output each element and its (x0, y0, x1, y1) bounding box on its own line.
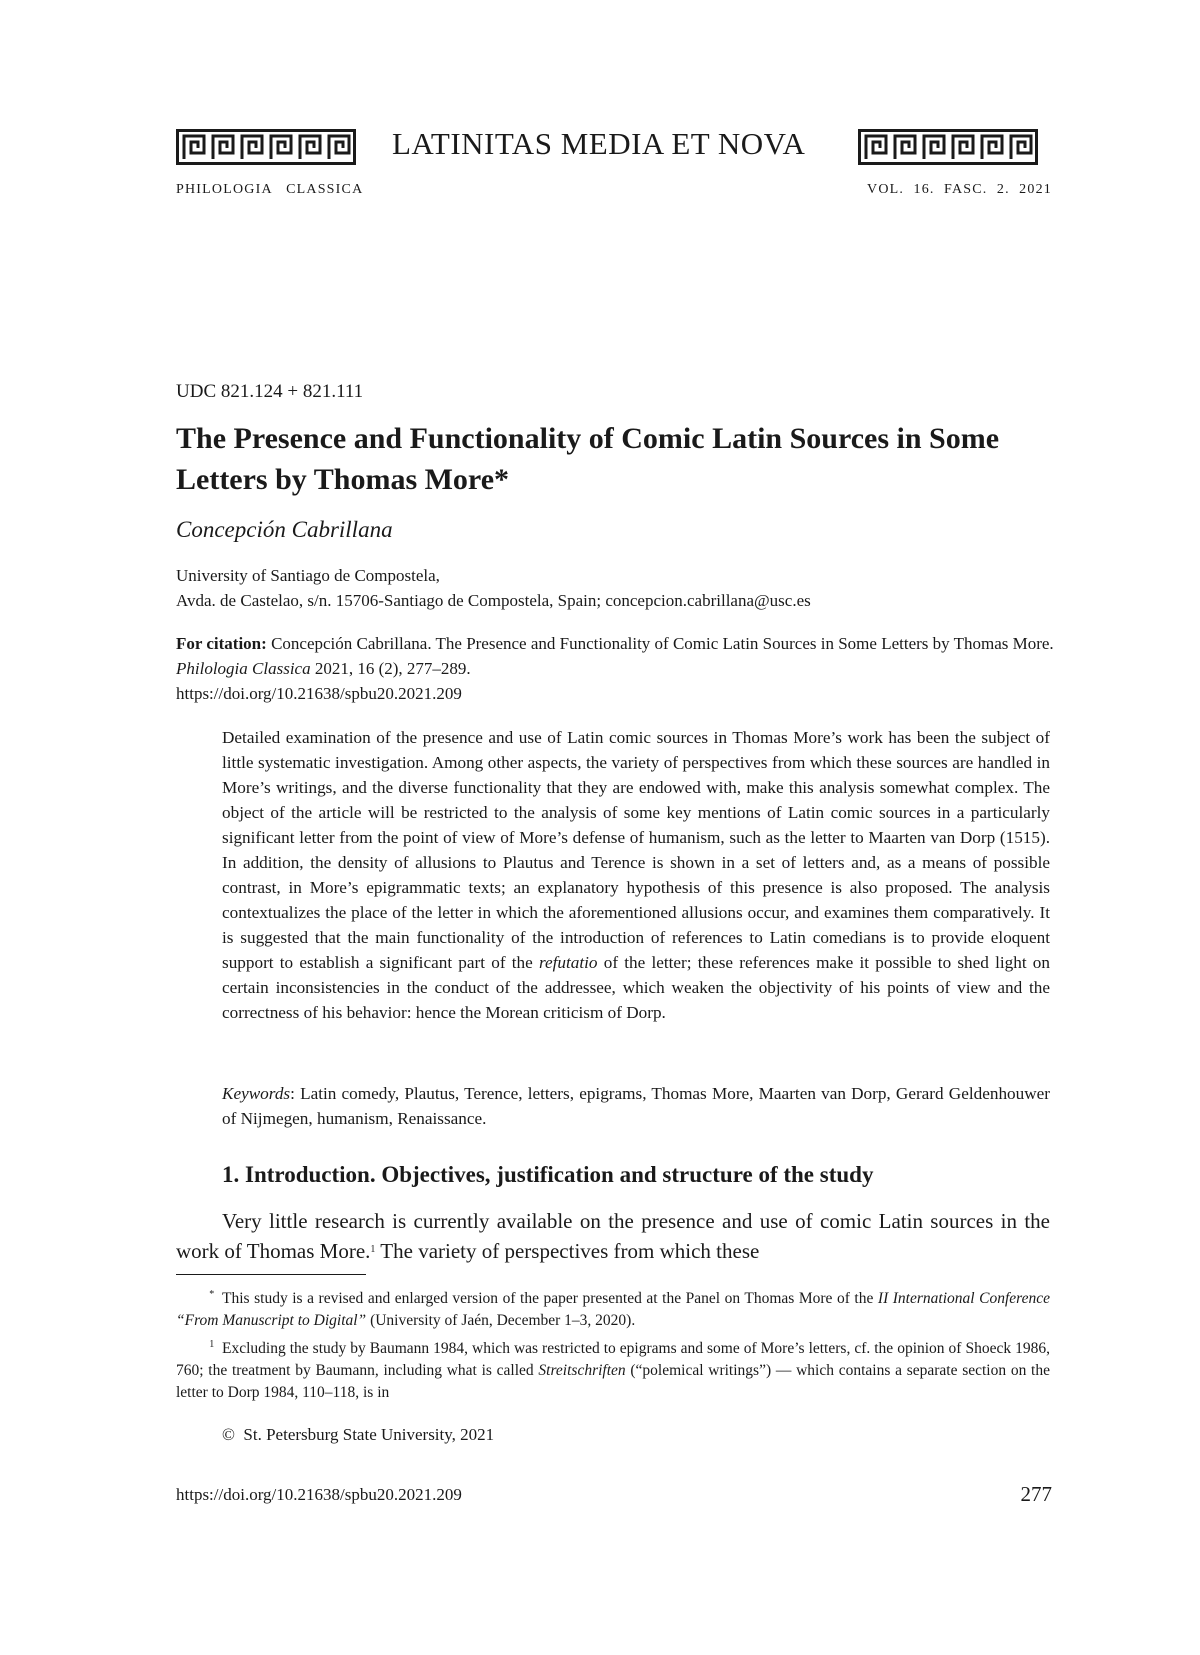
affiliation-address: Avda. de Castelao, s/n. 15706-Santiago de Compostela, Spain; concepcion.cabrillana@usc.es (176, 591, 811, 610)
footer-doi-link[interactable]: https://doi.org/10.21638/spbu20.2021.209 (176, 1485, 462, 1504)
citation-label: For citation: (176, 634, 267, 653)
body-text-end: The variety of perspectives from which these (375, 1239, 760, 1263)
keywords-label: Keywords (222, 1084, 291, 1103)
footnote-marker (176, 1288, 222, 1310)
footnote-text-end: (“polemical writings”) — which contains a separate section on the letter to Dorp 1984, 110–118, is in (176, 1362, 1050, 1401)
footnote-text: This study is a revised and enlarged version of the paper presented at the Panel on Thomas More of the (222, 1290, 878, 1307)
udc-code: UDC 821.124 + 821.111 (176, 381, 364, 402)
citation-block (176, 631, 1056, 706)
body-paragraph (176, 1206, 1050, 1266)
citation-doi-link[interactable]: https://doi.org/10.21638/spbu20.2021.209 (176, 684, 462, 703)
issue-info: VOL. 16. FASC. 2. 2021 (867, 182, 1052, 197)
footnote-text-end: (University of Jaén, December 1–3, 2020). (366, 1312, 636, 1329)
abstract-text: Detailed examination of the presence and use of Latin comic sources in Thomas More’s work has been the subject of little systematic investigation. Among other aspects, the variety of perspectives from which these sources are handled in More’s writings, and the diverse functionality that they are endowed with, make this analysis somewhat complex. The object of the article will be restricted to the analysis of some key mentions of Latin comic sources in a particularly significant letter from the point of view of More’s defense of humanism, such as the letter to Maarten van Dorp (1515). In addition, the density of allusions to Plautus and Terence is shown in a set of letters and, as a means of possible contrast, in More’s epigrammatic texts; an explanatory hypothesis of this presence is also proposed. The analysis contextualizes the place of the letter in which the aforementioned allusions occur, and examines them comparatively. It is suggested that the main functionality of the introduction of references to Latin comedians is to provide eloquent support to establish a significant part of the (222, 728, 1050, 972)
footnote-italic: Streitschriften (538, 1362, 626, 1379)
series-name: PHILOLOGIA CLASSICA (176, 182, 364, 197)
page-number: 277 (1020, 1482, 1052, 1506)
abstract-text-end: of the letter; these references make it possible to shed light on certain inconsistencies in the conduct of the addressee, which weaken the objectivity of his points of view and the correctness of his behavior: hence the Morean criticism of Dorp. (222, 953, 1050, 1022)
footnote-marker (176, 1338, 222, 1360)
footnote-divider (176, 1274, 366, 1275)
citation-text: Concepción Cabrillana. The Presence and Functionality of Comic Latin Sources in Some Letters by Thomas More. (266, 634, 1054, 653)
author-name: Concepción Cabrillana (176, 517, 393, 542)
footnote-star (176, 1288, 1050, 1332)
section-heading: 1. Introduction. Objectives, justification and structure of the study (222, 1162, 874, 1187)
meander-ornament-left-icon (176, 129, 356, 167)
citation-journal: Philologia Classica (176, 659, 311, 678)
body-text: Very little research is currently available on the presence and use of comic Latin sources in the work of Thomas More. (176, 1209, 1050, 1263)
keywords (222, 1081, 1050, 1131)
meander-ornament-right-icon (858, 129, 1038, 167)
keywords-list: : Latin comedy, Plautus, Terence, letters, epigrams, Thomas More, Maarten van Dorp, Gerard Geldenhouwer of Nijmegen, humanism, Renaissance. (222, 1084, 1050, 1128)
citation-pages: 2021, 16 (2), 277–289. (310, 659, 471, 678)
footnote-text: Excluding the study by Baumann 1984, which was restricted to epigrams and some of More’s letters, cf. the opinion of Shoeck 1986, 760; the treatment by Baumann, including what is called (176, 1340, 1050, 1379)
footnote-reference[interactable]: 1 (370, 1244, 376, 1255)
abstract (222, 725, 1050, 1025)
footnote-italic: II International Conference “From Manuscript to Digital” (176, 1290, 1050, 1329)
journal-title: LATINITAS MEDIA ET NOVA (392, 126, 806, 161)
abstract-italic-term: refutatio (538, 953, 598, 972)
affiliation (176, 563, 1056, 613)
footnote-one (176, 1338, 1050, 1404)
copyright-notice: © St. Petersburg State University, 2021 (222, 1425, 495, 1444)
affiliation-line: University of Santiago de Compostela, (176, 566, 440, 585)
footnote-star-mark: * (209, 1289, 215, 1300)
footnote-one-mark: 1 (209, 1339, 215, 1350)
article-title: The Presence and Functionality of Comic Latin Sources in Some Letters by Thomas More* (176, 422, 1000, 496)
